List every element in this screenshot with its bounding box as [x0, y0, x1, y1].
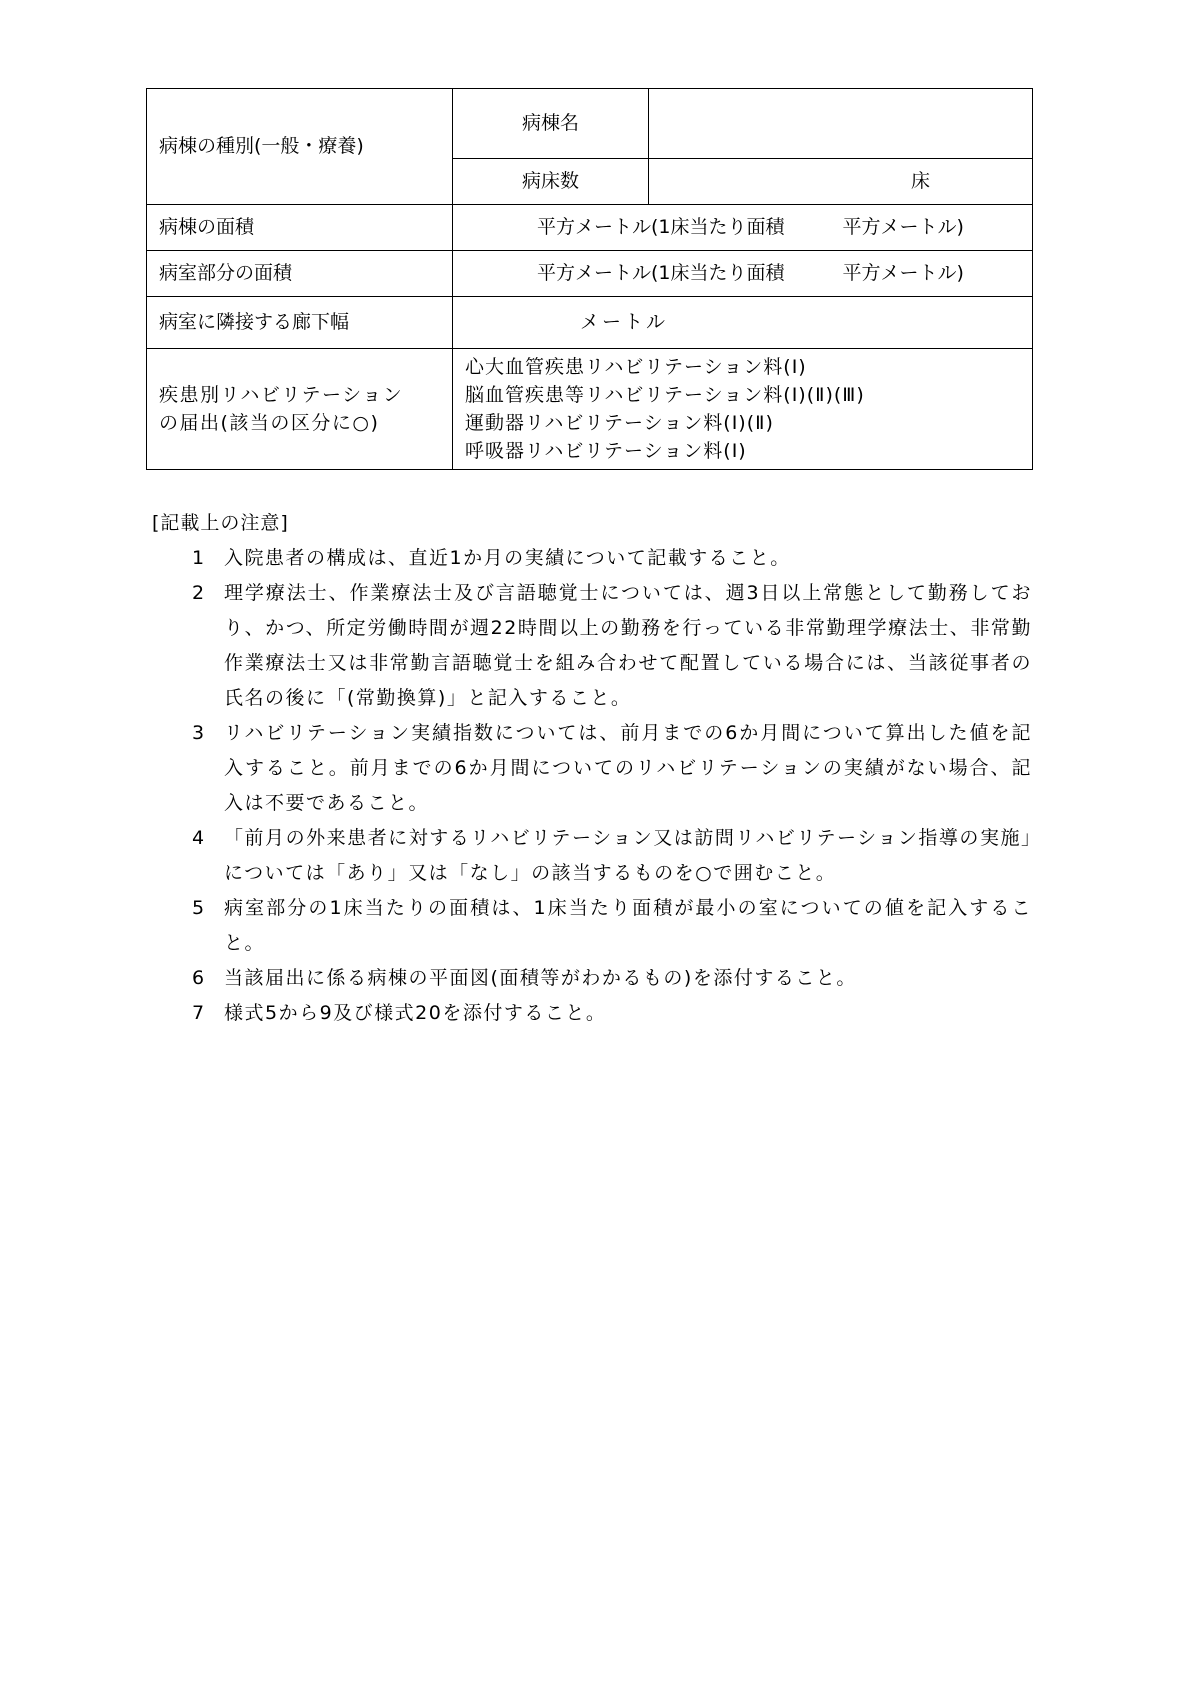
ward-name-label: 病棟名	[521, 112, 579, 135]
ward-area-label-cell	[147, 205, 453, 251]
room-area-label: 病室部分の面積	[159, 262, 293, 285]
note-text: 当該届出に係る病棟の平面図(面積等がわかるもの)を添付すること。	[224, 967, 857, 989]
ward-name-value-cell[interactable]	[649, 89, 1033, 159]
note-number: 7	[192, 1002, 205, 1024]
note-item	[192, 576, 1032, 716]
corridor-label-cell	[147, 297, 453, 349]
ward-area-unit2: 平方メートル)	[842, 216, 964, 239]
note-number: 1	[192, 547, 205, 569]
rehab-item-locomotor[interactable]: 運動器リハビリテーション料(Ⅰ)(Ⅱ)	[465, 412, 774, 434]
note-item	[192, 716, 1032, 821]
ward-area-value-cell[interactable]	[453, 205, 1033, 251]
ward-info-table	[146, 88, 1033, 470]
note-text: 入院患者の構成は、直近1か月の実績について記載すること。	[224, 547, 791, 569]
notes-section	[152, 506, 1032, 1031]
note-item	[192, 541, 1032, 576]
note-item	[192, 821, 1032, 891]
bed-count-label-cell	[453, 159, 649, 205]
ward-type-label-cell	[147, 89, 453, 205]
note-item	[192, 891, 1032, 961]
room-area-label-cell	[147, 251, 453, 297]
corridor-value-cell[interactable]	[453, 297, 1033, 349]
bed-count-value-cell[interactable]	[649, 159, 1033, 205]
corridor-label: 病室に隣接する廊下幅	[159, 311, 350, 334]
note-number: 6	[192, 967, 205, 989]
rehab-item-cerebrovascular[interactable]: 脳血管疾患等リハビリテーション料(Ⅰ)(Ⅱ)(Ⅲ)	[465, 384, 865, 406]
rehab-item-cardiac[interactable]: 心大血管疾患リハビリテーション料(Ⅰ)	[465, 356, 807, 378]
note-number: 2	[192, 582, 205, 604]
note-text: 理学療法士、作業療法士及び言語聴覚士については、週3日以上常態として勤務しており、かつ、所定労働時間が週22時間以上の勤務を行っている非常勤理学療法士、非常勤作業療法士又は非常勤言語聴覚士を組み合わせて配置している場合には、当該従事者の氏名の後に「(常勤換算)」と記入すること。	[224, 582, 1032, 709]
note-number: 4	[192, 827, 205, 849]
bed-count-unit: 床	[911, 170, 931, 193]
ward-type-label: 病棟の種別(一般・療養)	[159, 135, 364, 158]
room-area-value-cell[interactable]	[453, 251, 1033, 297]
note-number: 5	[192, 897, 205, 919]
note-text: 「前月の外来患者に対するリハビリテーション又は訪問リハビリテーション指導の実施」については「あり」又は「なし」の該当するものを○で囲むこと。	[224, 827, 1032, 884]
note-text: 病室部分の1床当たりの面積は、1床当たり面積が最小の室についての値を記入すること。	[224, 897, 1032, 954]
rehab-label-line2: の届出(該当の区分に○)	[159, 412, 380, 434]
rehab-item-respiratory[interactable]: 呼吸器リハビリテーション料(Ⅰ)	[465, 440, 747, 462]
room-area-unit2: 平方メートル)	[842, 262, 964, 285]
ward-area-label: 病棟の面積	[159, 216, 255, 239]
bed-count-label: 病床数	[521, 170, 579, 193]
rehab-label-cell	[147, 349, 453, 470]
rehab-label-line1: 疾患別リハビリテーション	[159, 384, 404, 406]
note-text: 様式5から9及び様式20を添付すること。	[224, 1002, 607, 1024]
notes-heading: [記載上の注意]	[152, 512, 289, 534]
note-number: 3	[192, 722, 205, 744]
ward-area-unit: 平方メートル(1床当たり面積	[537, 216, 785, 239]
rehab-options-cell[interactable]	[453, 349, 1033, 470]
room-area-unit: 平方メートル(1床当たり面積	[537, 262, 785, 285]
note-item	[192, 996, 1032, 1031]
note-text: リハビリテーション実績指数については、前月までの6か月間について算出した値を記入すること。前月までの6か月間についてのリハビリテーションの実績がない場合、記入は不要であること。	[224, 722, 1032, 814]
ward-name-label-cell	[453, 89, 649, 159]
note-item	[192, 961, 1032, 996]
corridor-unit: メートル	[580, 311, 669, 334]
